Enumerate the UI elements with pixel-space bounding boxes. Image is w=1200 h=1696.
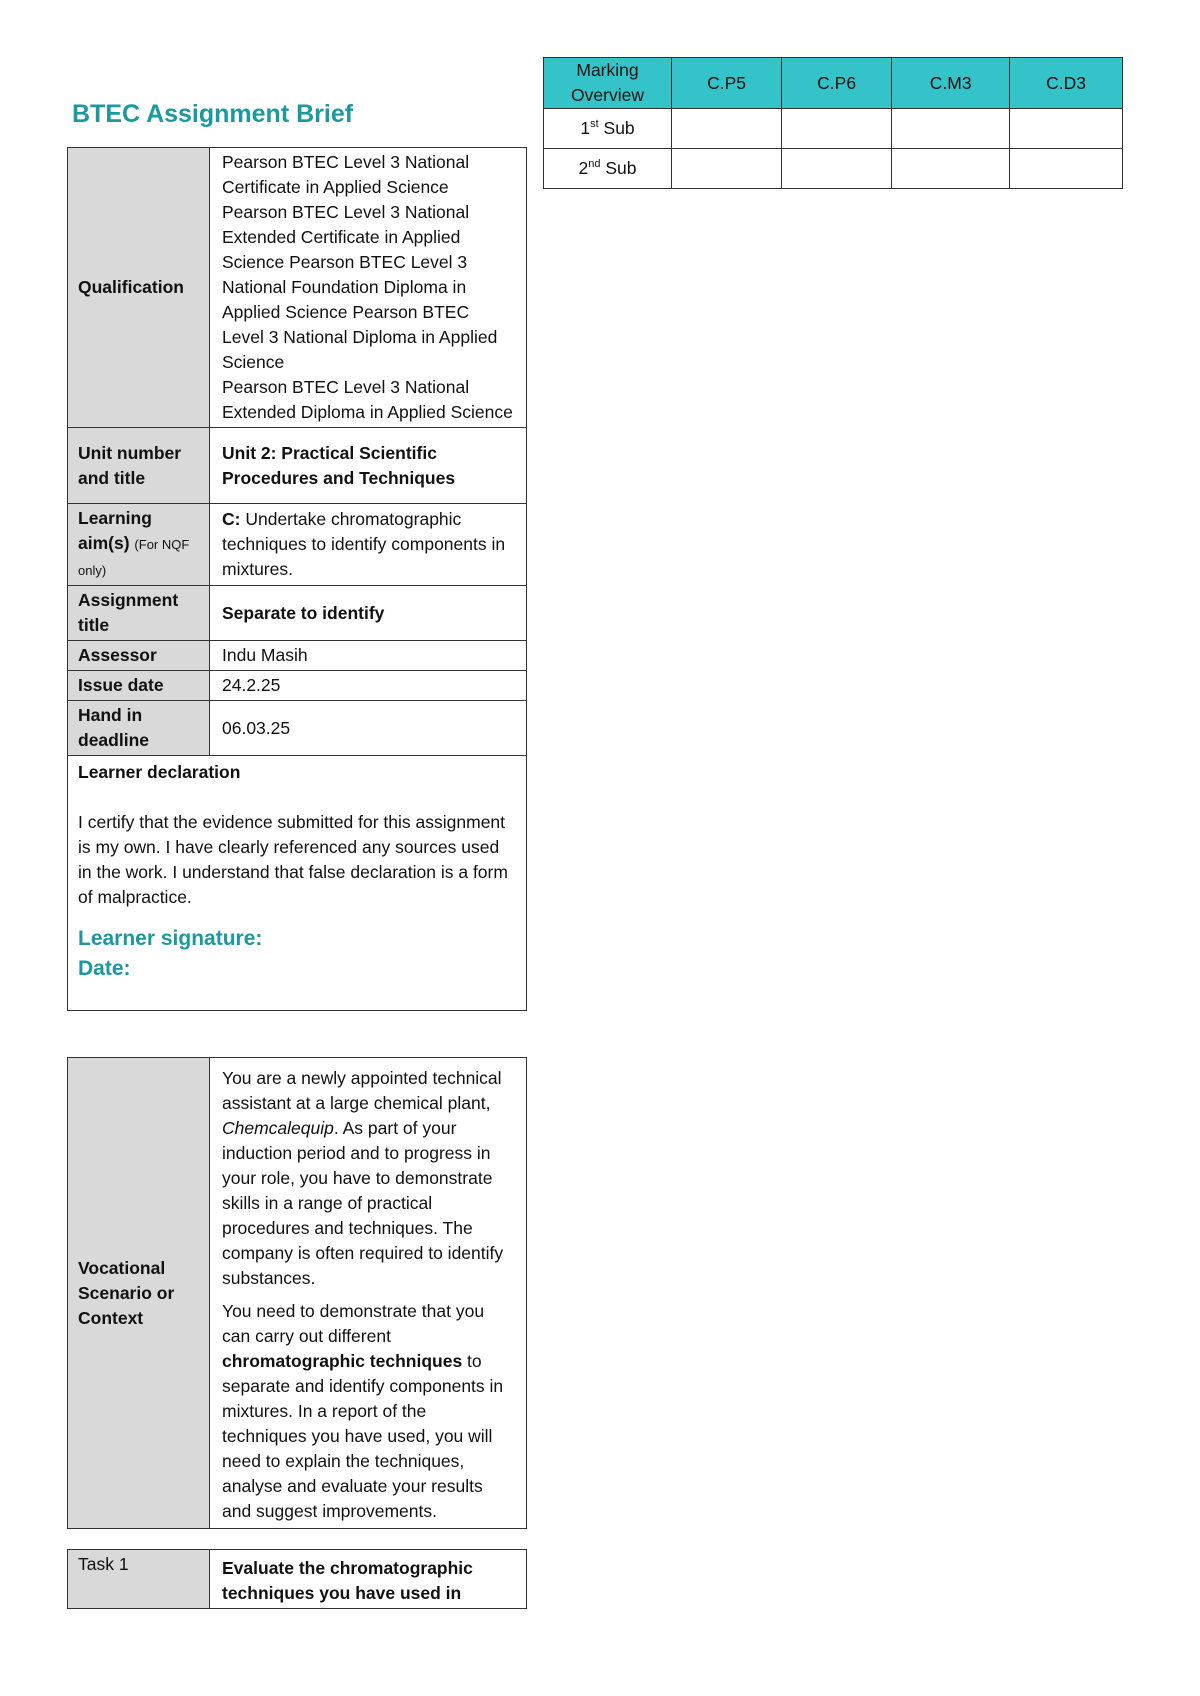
marking-overview-header: Marking Overview bbox=[544, 58, 672, 109]
brief-table bbox=[67, 147, 527, 1011]
issue-date-label: Issue date bbox=[68, 671, 210, 701]
submission-label: 2nd Sub bbox=[544, 149, 672, 189]
marking-overview-table bbox=[543, 57, 1123, 189]
declaration-heading: Learner declaration bbox=[78, 762, 241, 782]
learning-aim-value: C: Undertake chromatographic techniques to identify components in mixtures. bbox=[210, 504, 527, 586]
learning-aim-label: Learning aim(s) (For NQF only) bbox=[68, 504, 210, 586]
deadline-row bbox=[68, 701, 527, 756]
assessor-value: Indu Masih bbox=[210, 641, 527, 671]
declaration-text: I certify that the evidence submitted for this assignment is my own. I have clearly referenced any sources used in the work. I understand that false declaration is a form of malpractice. bbox=[78, 812, 508, 907]
learner-declaration bbox=[68, 756, 527, 1011]
criterion-header: C.D3 bbox=[1010, 58, 1123, 109]
task-row bbox=[68, 1550, 527, 1609]
grade-cell[interactable] bbox=[782, 109, 892, 149]
unit-value: Unit 2: Practical Scientific Procedures and Techniques bbox=[210, 428, 527, 504]
qualification-label: Qualification bbox=[68, 148, 210, 428]
scenario-table bbox=[67, 1057, 527, 1529]
criterion-header: C.P5 bbox=[672, 58, 782, 109]
assessor-label: Assessor bbox=[68, 641, 210, 671]
declaration-row bbox=[68, 756, 527, 1011]
scenario-paragraph: You need to demonstrate that you can carry out different chromatographic techniques to separate and identify components in mixtures. In a report of the techniques you have used, you will need to explain the techniques, analyse and evaluate your results and suggest improvements. bbox=[222, 1301, 504, 1521]
grade-cell[interactable] bbox=[892, 149, 1010, 189]
grade-cell[interactable] bbox=[782, 149, 892, 189]
marking-row bbox=[544, 109, 1123, 149]
scenario-row bbox=[68, 1058, 527, 1529]
submission-label: 1st Sub bbox=[544, 109, 672, 149]
deadline-value: 06.03.25 bbox=[210, 701, 527, 756]
assignment-title-row bbox=[68, 586, 527, 641]
assignment-title-value: Separate to identify bbox=[210, 586, 527, 641]
grade-cell[interactable] bbox=[892, 109, 1010, 149]
issue-date-row bbox=[68, 671, 527, 701]
qualification-value: Pearson BTEC Level 3 National Certificate in Applied Science Pearson BTEC Level 3 National Extended Certificate in Applied Science Pearson BTEC Level 3 National Foundation Diploma in Applied Science Pearson BTEC Level 3 National Diploma in Applied Science Pearson BTEC Level 3 National Extended Diploma in Applied Science bbox=[210, 148, 527, 428]
assignment-title-label: Assignment title bbox=[68, 586, 210, 641]
date-label: Date: bbox=[78, 957, 131, 980]
scenario-label: Vocational Scenario or Context bbox=[68, 1058, 210, 1529]
assessor-row bbox=[68, 641, 527, 671]
scenario-paragraph: You are a newly appointed technical assistant at a large chemical plant, Chemcalequip. As part of your induction period and to progress in your role, you have to demonstrate skills in a range of practical procedures and techniques. The company is often required to identify substances. bbox=[222, 1068, 504, 1288]
grade-cell[interactable] bbox=[672, 149, 782, 189]
issue-date-value: 24.2.25 bbox=[210, 671, 527, 701]
grade-cell[interactable] bbox=[1010, 149, 1123, 189]
scenario-value bbox=[210, 1058, 527, 1529]
marking-header-row bbox=[544, 58, 1123, 109]
grade-cell[interactable] bbox=[672, 109, 782, 149]
task-label: Task 1 bbox=[68, 1550, 210, 1609]
learner-signature-label: Learner signature: bbox=[78, 927, 263, 950]
grade-cell[interactable] bbox=[1010, 109, 1123, 149]
learning-aim-row bbox=[68, 504, 527, 586]
criterion-header: C.P6 bbox=[782, 58, 892, 109]
task-value: Evaluate the chromatographic techniques you have used in bbox=[210, 1550, 527, 1609]
unit-label: Unit number and title bbox=[68, 428, 210, 504]
deadline-label: Hand in deadline bbox=[68, 701, 210, 756]
unit-row bbox=[68, 428, 527, 504]
page-title: BTEC Assignment Brief bbox=[72, 100, 354, 128]
marking-row bbox=[544, 149, 1123, 189]
qualification-row bbox=[68, 148, 527, 428]
task-table bbox=[67, 1549, 527, 1609]
criterion-header: C.M3 bbox=[892, 58, 1010, 109]
